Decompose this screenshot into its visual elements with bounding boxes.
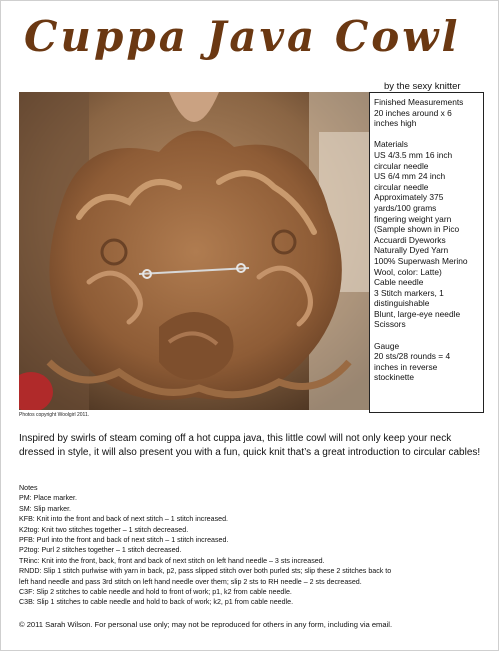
- info-line: circular needle: [374, 160, 429, 171]
- info-line: US 4/3.5 mm 16 inch: [374, 149, 453, 160]
- notes-heading: Notes: [19, 484, 38, 492]
- info-line: 20 sts/28 rounds = 4: [374, 351, 451, 362]
- info-line: Accuardi Dyeworks: [374, 234, 446, 245]
- note-item: K2tog: Knit two stitches together – 1 stitch decreased.: [19, 525, 189, 534]
- note-item: KFB: Knit into the front and back of next stitch – 1 stitch increased.: [19, 515, 228, 524]
- info-line: inches high: [374, 118, 417, 129]
- info-line: 100% Superwash Merino: [374, 255, 468, 266]
- photo-credit: Photos copyright Woolgirl 2011.: [19, 412, 90, 418]
- pattern-info-box: [369, 92, 484, 413]
- info-line: yards/100 grams: [374, 202, 437, 213]
- info-line: Naturally Dyed Yarn: [374, 245, 449, 256]
- info-spacer: [374, 129, 479, 140]
- info-line: Cable needle: [374, 277, 424, 288]
- info-line: Gauge: [374, 340, 400, 351]
- note-item: RNDD: Slip 1 stitch purlwise with yarn in back, p2, pass slipped stitch over both purled sts; slip these 2 stitches back to: [19, 567, 392, 576]
- pattern-title: Cuppa Java Cowl: [24, 12, 461, 61]
- info-line: (Sample shown in Pico: [374, 224, 460, 235]
- note-item: PM: Place marker.: [19, 494, 77, 503]
- designer-byline: by the sexy knitter: [384, 81, 461, 92]
- info-spacer: [374, 330, 479, 341]
- info-line: distinguishable: [374, 298, 430, 309]
- note-item: C3F: Slip 2 stitches to cable needle and hold to front of work; p1, k2 from cable needle.: [19, 588, 292, 597]
- copyright-notice: © 2011 Sarah Wilson. For personal use only; may not be reproduced for others in any form, including via email.: [19, 620, 393, 629]
- note-item: P2tog: Purl 2 stitches together – 1 stitch decreased.: [19, 546, 182, 555]
- note-item: PFB: Purl into the front and back of next stitch – 1 stitch increased.: [19, 536, 229, 545]
- info-line: Approximately 375: [374, 192, 444, 203]
- note-item: SM: Slip marker.: [19, 504, 72, 513]
- intro-paragraph: Inspired by swirls of steam coming off a hot cuppa java, this little cowl will not only keep your neck dressed in style, it will also present you with a fun, quick knit that’s a great introduction to circular cables!: [19, 433, 481, 458]
- cowl-photo-illustration: [19, 92, 369, 410]
- info-line: inches in reverse: [374, 361, 438, 372]
- info-line: Materials: [374, 139, 408, 150]
- cowl-photo: [19, 92, 369, 410]
- info-line: Wool, color: Latte): [374, 266, 442, 277]
- info-line: stockinette: [374, 372, 415, 383]
- note-item: TRinc: Knit into the front, back, front and back of next stitch on left hand needle – 3 sts increased.: [19, 556, 325, 565]
- info-line: Finished Measurements: [374, 97, 464, 107]
- info-line: 20 inches around x 6: [374, 107, 452, 118]
- note-item: left hand needle and pass 3rd stitch on left hand needle over them; slip 2 sts to RH needle – 2 sts decreased.: [19, 577, 362, 586]
- info-line: Scissors: [374, 319, 406, 330]
- info-line: fingering weight yarn: [374, 213, 452, 224]
- info-line: US 6/4 mm 24 inch: [374, 171, 446, 182]
- info-line: Blunt, large-eye needle: [374, 308, 461, 319]
- info-line: 3 Stitch markers, 1: [374, 287, 444, 298]
- abbreviation-notes: [19, 483, 489, 608]
- note-item: C3B: Slip 1 stitches to cable needle and hold to back of work; k2, p1 from cable needle.: [19, 598, 294, 607]
- info-line: circular needle: [374, 181, 429, 192]
